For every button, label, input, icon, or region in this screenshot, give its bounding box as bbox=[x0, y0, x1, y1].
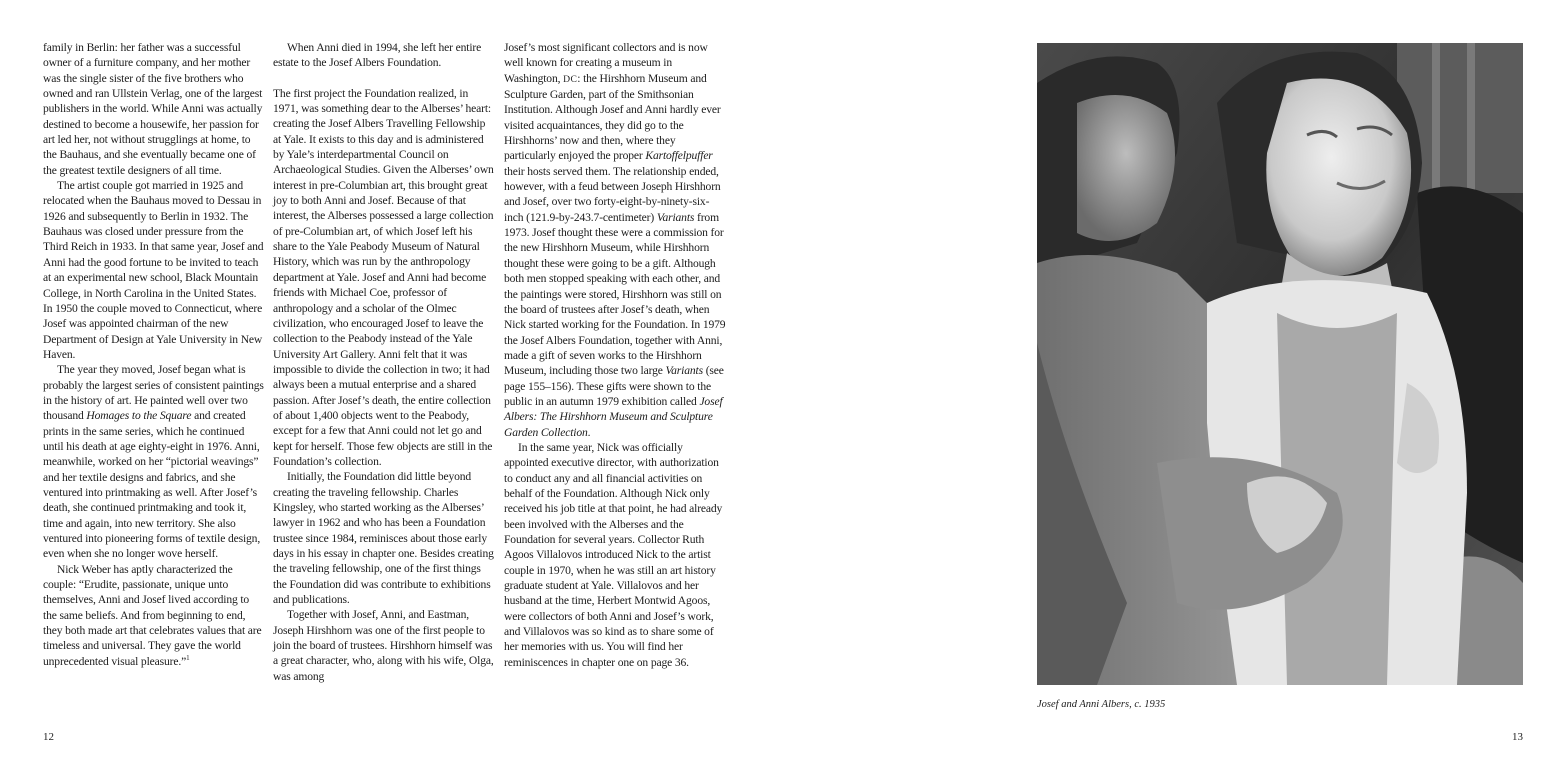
text-run: Homages to the Square bbox=[86, 409, 192, 423]
paragraph bbox=[504, 440, 726, 670]
paragraph bbox=[43, 40, 265, 178]
text-run: Initially, the Foundation did little beyond creating the traveling fellowship. Charles Kingsley, who started working as the Alberses’ lawyer in 1962 and who has been a Foundation trustee since 1984, reminisces about those early days in his essay in chapter one. Besides creating the traveling fellowship, one of the first things the Foundation did was contribute to exhibitions and publications. bbox=[273, 470, 494, 607]
page-number-right: 13 bbox=[1512, 731, 1523, 743]
text-run: DC bbox=[563, 73, 578, 85]
text-run: Kartoffelpuffer bbox=[645, 149, 713, 163]
photo-illustration bbox=[1037, 43, 1523, 685]
text-run: their hosts served them. The relationship ended, however, with a feud between Joseph Hirshhorn and Josef, over two forty-eight-by-ninety-six-inch (121.9-by-243.7-centimeter) bbox=[504, 164, 721, 224]
paragraph bbox=[273, 469, 495, 607]
footnote-marker: 1 bbox=[186, 653, 190, 662]
text-run: and created prints in the same series, which he continued until his death at age eighty-eight in 1976. Anni, meanwhile, worked on her “pictorial weavings” and her textile designs and fabrics, and she ventured into printmaking as well. After Josef’s death, she continued printmaking and took it, time and again, into new territory. She also ventured into pioneering forms of textile design, even when she no longer wove herself. bbox=[43, 409, 261, 561]
text-column-2 bbox=[273, 40, 495, 684]
paragraph bbox=[43, 178, 265, 362]
text-column-3 bbox=[504, 40, 726, 670]
paragraph bbox=[504, 40, 726, 440]
photo-caption: Josef and Anni Albers, c. 1935 bbox=[1037, 699, 1166, 710]
paragraph bbox=[273, 607, 495, 684]
text-run: The year they moved, Josef began what is probably the largest series of consistent paintings in the history of art. He painted well over two thousand bbox=[43, 363, 264, 423]
text-run: Variants bbox=[665, 364, 703, 378]
text-run: The artist couple got married in 1925 and relocated when the Bauhaus moved to Dessau in 1926 and subsequently to Berlin in 1932. The Bauhaus was closed under pressure from the Third Reich in 1933. In that same year, Josef and Anni had the good fortune to be invited to teach at an experimental new school, Black Mountain College, in North Carolina in the United States. In 1950 the couple moved to Connecticut, where Josef was appointed chairman of the new Department of Design at Yale University in New Haven. bbox=[43, 179, 264, 361]
text-run: Josef’s most significant collectors and is now well known for creating a museum in Washington, bbox=[504, 41, 708, 85]
text-run: family in Berlin: her father was a successful owner of a furniture company, and her mother was the single sister of the five brothers who owned and ran Ullstein Verlag, one of the largest publishers in the world. While Anni was actually destined to become a housewife, her passion for art led her, not without strugglings at home, to the Bauhaus, and she eventually became one of the greatest textile designers of all time. bbox=[43, 41, 263, 177]
text-run: Together with Josef, Anni, and Eastman, Joseph Hirshhorn was one of the first people to join the board of trustees. Hirshhorn himself was a great character, who, along with his wife, Olga, was among bbox=[273, 608, 494, 683]
text-run: . bbox=[587, 425, 591, 439]
text-run: Variants bbox=[656, 210, 695, 224]
paragraph bbox=[43, 362, 265, 561]
text-run: : the Hirshhorn Museum and Sculpture Garden, part of the Smithsonian Institution. Although Josef and Anni hardly ever visited acquaintances, they did go to the Hirshhorns’ now and then, where they particularly enjoyed the proper bbox=[504, 71, 721, 163]
paragraph bbox=[273, 86, 495, 470]
text-run: (see page 155–156). These gifts were shown to the public in an autumn 1979 exhibition called bbox=[504, 364, 724, 408]
paragraph bbox=[273, 40, 495, 71]
text-run: Nick Weber has aptly characterized the couple: “Erudite, passionate, unique unto themselves, Anni and Josef lived according to the same beliefs. And from beginning to end, they both made art that celebrates values that are timeless and universal. They gave the world unprecedented visual pleasure.” bbox=[43, 562, 262, 668]
text-run: When Anni died in 1994, she left her entire estate to the Josef Albers Foundation. bbox=[273, 41, 482, 70]
paragraph bbox=[43, 562, 265, 669]
text-run: The first project the Foundation realized, in 1971, was something dear to the Alberses’ heart: creating the Josef Albers Travelling Fellowship at Yale. It exists to this day and is administered by Yale’s interdepartmental Council on Archaeological Studies. Given the Alberses’ own interest in pre-Columbian art, this brought great joy to both Anni and Josef. Because of that interest, the Alberses possessed a large collection of pre-Columbian art, of which Josef left his share to the Yale Peabody Museum of Natural History, which was run by the anthropology department at Yale. Josef and Anni had become friends with Michael Coe, professor of anthropology and a scholar of the Olmec civilization, who encouraged Josef to leave the collection to the Peabody instead of the Yale University Art Gallery. Anni felt that it was impossible to divide the collection in two; it had always been a mutual enterprise and a shared passion. After Josef’s death, the entire collection of about 1,400 objects went to the Peabody, except for a few that Anni could not let go and kept for herself. Those few objects are still in the Foundation’s collection. bbox=[273, 86, 494, 468]
text-run: Josef Albers: The Hirshhorn Museum and Sculpture Garden Collection bbox=[504, 394, 723, 439]
photograph bbox=[1037, 43, 1523, 685]
text-run: from 1973. Josef thought these were a commission for the new Hirshhorn Museum, while Hirshhorn thought these were going to be a gift. Although both men stopped speaking with each other, and the paintings were stored, Hirshhorn was still on the board of trustees after Josef’s death, when Nick started working for the Foundation. In 1979 the Josef Albers Foundation, together with Anni, made a gift of seven works to the Hirshhorn Museum, including those two large bbox=[504, 210, 726, 378]
page-number-left: 12 bbox=[43, 731, 54, 743]
text-column-1 bbox=[43, 40, 265, 669]
text-run: In the same year, Nick was officially appointed executive director, with authorization to conduct any and all financial activities on behalf of the Foundation. Although Nick only received his job title at that point, he had already been involved with the Alberses and the Foundation for several years. Collector Ruth Agoos Villalovos introduced Nick to the artist couple in 1970, when he was still an art history graduate student at Yale. Villalovos and her husband at the time, Herbert Montwid Agoos, were collectors of both Anni and Josef’s work, and Villalovos was so kind as to share some of her memories with us. You will find her reminiscences in chapter one on page 36. bbox=[504, 440, 723, 669]
